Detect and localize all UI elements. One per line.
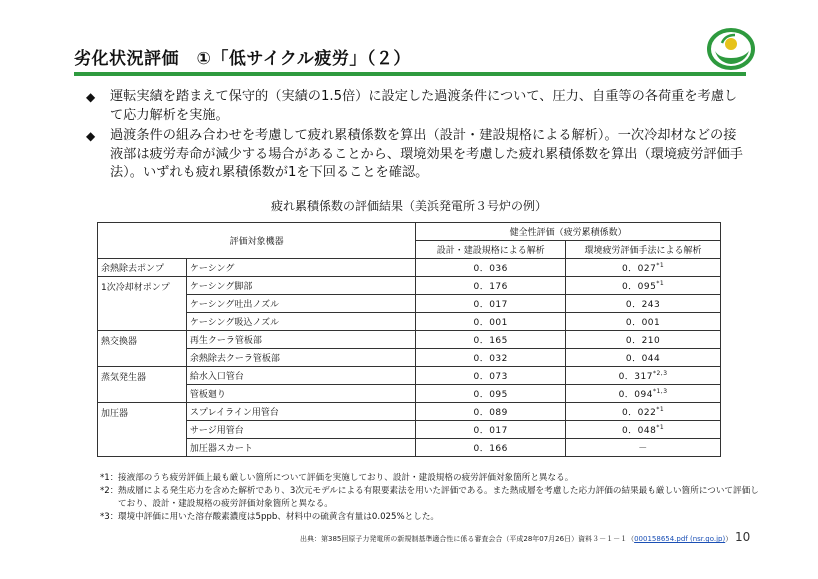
env-value: 0．048$^{*1}$ xyxy=(566,421,721,439)
design-value: 0．032 xyxy=(416,349,566,367)
table-title: 疲れ累積係数の評価結果（美浜発電所３号炉の例） xyxy=(270,199,547,213)
part-cell: サージ用管台 xyxy=(186,421,415,439)
env-value: 0．317$^{*2,3}$ xyxy=(566,367,721,385)
table-row xyxy=(98,313,721,331)
env-value: 0．022$^{*1}$ xyxy=(566,403,721,421)
part-cell: ケーシング脚部 xyxy=(186,277,415,295)
table-row xyxy=(98,349,721,367)
env-value: － xyxy=(566,439,721,457)
part-cell: 管板廻り xyxy=(186,385,415,403)
bullet-list xyxy=(86,88,746,185)
design-value: 0．095 xyxy=(416,385,566,403)
table-row xyxy=(98,403,721,421)
source-link[interactable]: 000158654.pdf (nsr.go.jp) xyxy=(634,535,726,543)
part-cell: ケーシング吸込ノズル xyxy=(186,313,415,331)
footnote-mark: *3： xyxy=(100,512,119,522)
design-value: 0．176 xyxy=(416,277,566,295)
footnote-ref: *1 xyxy=(656,280,665,287)
table-row xyxy=(98,421,721,439)
header-target: 評価対象機器 xyxy=(98,223,416,259)
env-value: 0．210 xyxy=(566,331,721,349)
footnote-text: 環境中評価に用いた溶存酸素濃度は5ppb、材料中の硫黄含有量は0.025%とした。 xyxy=(118,512,440,522)
env-value: 0．094$^{*1,3}$ xyxy=(566,385,721,403)
design-value: 0．036 xyxy=(416,259,566,277)
part-cell: スプレイライン用管台 xyxy=(186,403,415,421)
footnote-mark: *1： xyxy=(100,473,119,483)
bullet-text: 運転実績を踏まえて保守的（実績の1.5倍）に設定した過渡条件について、圧力、自重等の各荷重を考慮して応力解析を実施。 xyxy=(110,89,738,123)
footnote-text: 接液部のうち疲労評価上最も厳しい箇所について評価を実施しており、設計・建設規格の疲労評価対象箇所と異なる。 xyxy=(118,473,574,483)
part-cell: 再生クーラ管板部 xyxy=(186,331,415,349)
page-number: 10 xyxy=(735,530,751,544)
part-cell: 給水入口管台 xyxy=(186,367,415,385)
group-cell: 熱交換器 xyxy=(98,331,187,367)
footnote-item xyxy=(100,511,760,524)
env-value: 0．001 xyxy=(566,313,721,331)
source-text: 出典：第385回原子力発電所の新規制基準適合性に係る審査会合（平成28年07月26日）資料３－１－１（ xyxy=(300,535,635,543)
source-close: ） xyxy=(725,535,733,543)
footnote-item xyxy=(100,472,760,485)
footnote-ref: *1 xyxy=(656,424,665,431)
group-cell: 1次冷却材ポンプ xyxy=(98,277,187,331)
part-cell: ケーシング xyxy=(186,259,415,277)
header-design: 設計・建設規格による解析 xyxy=(416,241,566,259)
table-header-row xyxy=(98,223,721,241)
footnote-text: 熱成層による発生応力を含めた解析であり、3次元モデルによる有限要素法を用いた評価である。また熱成層を考慮した応力評価の結果最も厳しい箇所について評価しており、設計・建設規格の疲労評価対象箇所と異なる。 xyxy=(118,486,759,509)
bullet-item xyxy=(86,127,746,183)
table-row xyxy=(98,277,721,295)
design-value: 0．017 xyxy=(416,295,566,313)
design-value: 0．001 xyxy=(416,313,566,331)
bullet-item xyxy=(86,88,746,125)
env-value: 0．027$^{*1}$ xyxy=(566,259,721,277)
part-cell: 加圧器スカート xyxy=(186,439,415,457)
table-row xyxy=(98,385,721,403)
group-cell: 蒸気発生器 xyxy=(98,367,187,403)
part-cell: 余熱除去クーラ管板部 xyxy=(186,349,415,367)
footnote-ref: *1 xyxy=(656,262,665,269)
fatigue-evaluation-table xyxy=(97,222,721,457)
header-env: 環境疲労評価手法による解析 xyxy=(566,241,721,259)
env-value: 0．095$^{*1}$ xyxy=(566,277,721,295)
organization-logo xyxy=(705,27,757,71)
footnote-ref: *1,3 xyxy=(652,388,668,395)
table-row xyxy=(98,367,721,385)
footnote-item xyxy=(100,485,760,511)
diamond-bullet-icon: ◆ xyxy=(86,90,96,104)
design-value: 0．073 xyxy=(416,367,566,385)
slide-title: 劣化状況評価 ①「低サイクル疲労」（２） xyxy=(74,49,411,69)
env-value: 0．044 xyxy=(566,349,721,367)
part-cell: ケーシング吐出ノズル xyxy=(186,295,415,313)
footnotes xyxy=(100,472,760,524)
diamond-bullet-icon: ◆ xyxy=(86,129,96,144)
header-soundness: 健全性評価（疲労累積係数） xyxy=(416,223,721,241)
table-row xyxy=(98,331,721,349)
bullet-text: 過渡条件の組み合わせを考慮して疲れ累積係数を算出（設計・建設規格による解析）。一次冷却材などの接液部は疲労寿命が減少する場合があることから、環境効果を考慮した疲れ累積係数を算出（環境疲労評価手法）。いずれも疲れ累積係数が1を下回ることを確認。 xyxy=(110,128,743,181)
footnote-mark: *2： xyxy=(100,486,119,496)
table-row xyxy=(98,259,721,277)
design-value: 0．017 xyxy=(416,421,566,439)
footnote-ref: *2,3 xyxy=(652,370,668,377)
footnote-ref: *1 xyxy=(656,406,665,413)
env-value: 0．243 xyxy=(566,295,721,313)
group-cell: 余熱除去ポンプ xyxy=(98,259,187,277)
design-value: 0．089 xyxy=(416,403,566,421)
table-row xyxy=(98,295,721,313)
design-value: 0．165 xyxy=(416,331,566,349)
title-divider xyxy=(74,72,746,76)
group-cell: 加圧器 xyxy=(98,403,187,457)
design-value: 0．166 xyxy=(416,439,566,457)
source-citation xyxy=(300,534,732,544)
table-row xyxy=(98,439,721,457)
